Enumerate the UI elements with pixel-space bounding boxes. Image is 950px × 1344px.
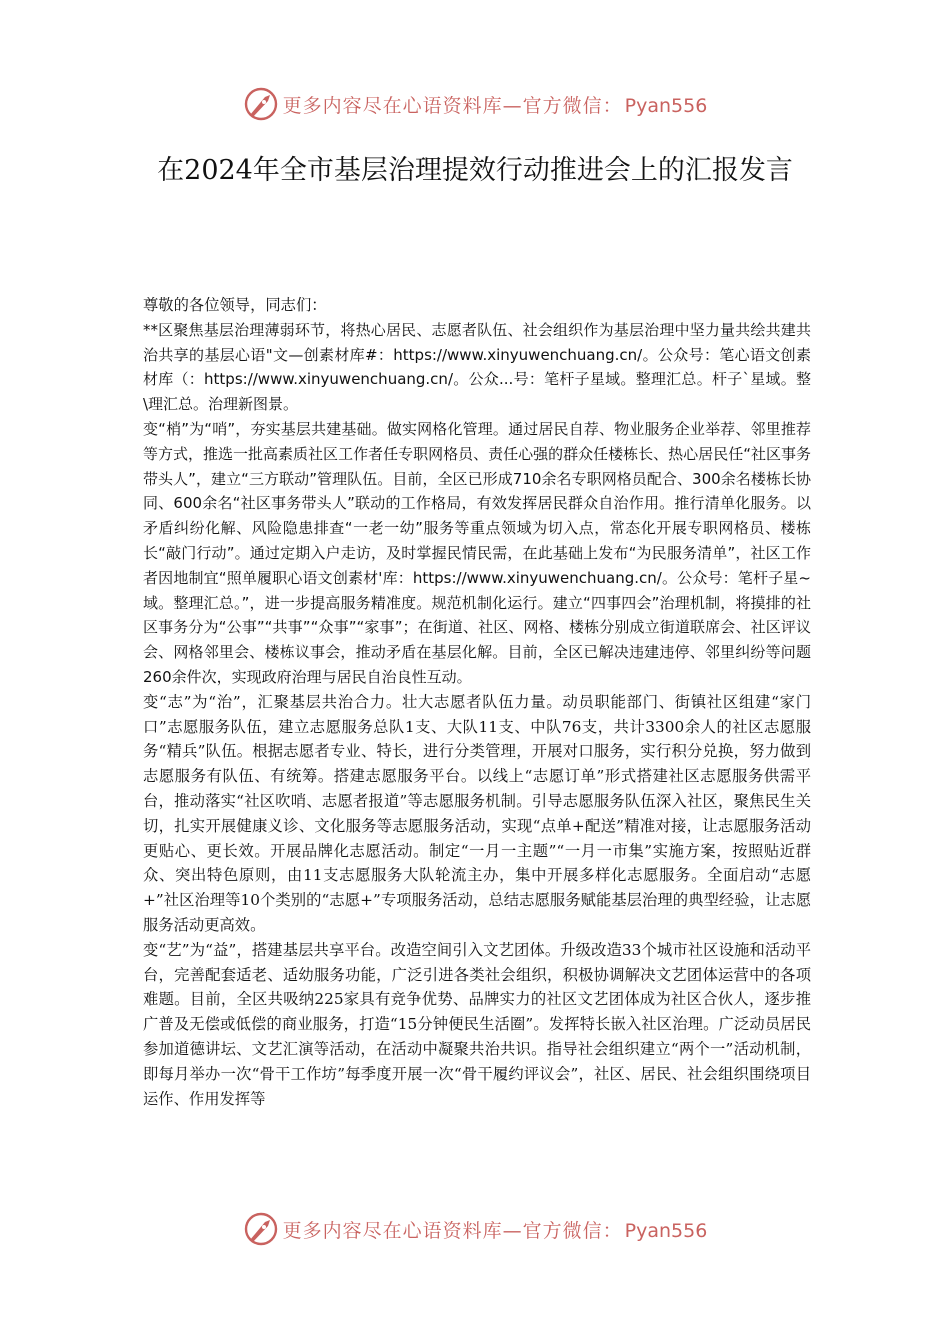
- document-title: 在2024年全市基层治理提效行动推进会上的汇报发言: [157, 155, 793, 186]
- body-paragraph: 变“志”为“治”，汇聚基层共治合力。壮大志愿者队伍力量。动员职能部门、街镇社区组建“家门口”志愿服务队伍，建立志愿服务总队1支、大队11支、中队76支，共计3300余人的社区志愿服务“精兵”队伍。根据志愿者专业、特长，进行分类管理，开展对口服务，实行积分兑换，努力做到志愿服务有队伍、有统筹。搭建志愿服务平台。以线上“志愿订单”形式搭建社区志愿服务供需平台，推动落实“社区吹哨、志愿者报道”等志愿服务机制。引导志愿服务队伍深入社区，聚焦民生关切，扎实开展健康义诊、文化服务等志愿服务活动，实现“点单+配送”精准对接，让志愿服务活动更贴心、更长效。开展品牌化志愿活动。制定“一月一主题”“一月一市集”实施方案，按照贴近群众、突出特色原则，由11支志愿服务大队轮流主办，集中开展多样化志愿服务。全面启动“志愿+”社区治理等10个类别的“志愿+”专项服务活动，总结志愿服务赋能基层治理的典型经验，让志愿服务活动更高效。: [143, 692, 811, 934]
- body-paragraph: 变“艺”为“益”，搭建基层共享平台。改造空间引入文艺团体。升级改造33个城市社区设施和活动平台，完善配套适老、适幼服务功能，广泛引进各类社会组织，积极协调解决文艺团体运营中的各项难题。目前，全区共吸纳225家具有竞争优势、品牌实力的社区文艺团体成为社区合伙人，逐步推广普及无偿或低偿的商业服务，打造“15分钟便民生活圈”。发挥特长嵌入社区治理。广泛动员居民参加道德讲坛、文艺汇演等活动，在活动中凝聚共治共识。指导社会组织建立“两个一”活动机制，即每月举办一次“骨干工作坊”每季度开展一次“骨干履约评议会”，社区、居民、社会组织围绕项目运作、作用发挥等: [143, 940, 811, 1108]
- watermark-banner-top: [0, 82, 950, 126]
- watermark-text: 更多内容尽在心语资料库—官方微信： Pyan556: [282, 1219, 708, 1242]
- salutation: 尊敬的各位领导，同志们：: [143, 296, 327, 314]
- pen-nib-logo-icon: [243, 1211, 279, 1247]
- watermark-account: Pyan556: [624, 1219, 708, 1242]
- watermark-banner-bottom: [0, 1207, 950, 1251]
- pen-nib-logo-icon: [243, 86, 279, 122]
- watermark-account: Pyan556: [624, 94, 708, 117]
- watermark-text: 更多内容尽在心语资料库—官方微信： Pyan556: [282, 94, 708, 117]
- body-paragraph: **区聚焦基层治理薄弱环节，将热心居民、志愿者队伍、社会组织作为基层治理中坚力量共绘共建共治共享的基层心语"文—创素材库#：https://www.xinyuwenchuang.cn/。公众号：笔心语文创素材库（：https://www.xinyuwenchuang.cn/。公众...号：笔杆子星域。整理汇总。杆子`星域。整\理汇总。治理新图景。: [143, 320, 811, 414]
- document-body: [143, 293, 811, 1111]
- body-paragraph: 变“梢”为“哨”，夯实基层共建基础。做实网格化管理。通过居民自荐、物业服务企业举荐、邻里推荐等方式，推选一批高素质社区工作者任专职网格员、责任心强的群众任楼栋长、热心居民任“社区事务带头人”，建立“三方联动”管理队伍。目前，全区已形成710余名专职网格员配合、300余名楼栋长协同、600余名“社区事务带头人”联动的工作格局，有效发挥居民群众自治作用。推行清单化服务。以矛盾纠纷化解、风险隐患排查“一老一幼”服务等重点领域为切入点，常态化开展专职网格员、楼栋长“敲门行动”。通过定期入户走访，及时掌握民情民需，在此基础上发布“为民服务清单”，社区工作者因地制宜“照单履职心语文创素材'库：https://www.xinyuwenchuang.cn/。公众号：笔杆子星~域。整理汇总。”，进一步提高服务精准度。规范机制化运行。建立“四事四会”治理机制，将摸排的社区事务分为“公事”“共事”“众事”“家事”；在街道、社区、网格、楼栋分别成立街道联席会、社区评议会、网格邻里会、楼栋议事会，推动矛盾在基层化解。目前，全区已解决违建违停、邻里纠纷等问题260余件次，实现政府治理与居民自治良性互动。: [143, 419, 811, 686]
